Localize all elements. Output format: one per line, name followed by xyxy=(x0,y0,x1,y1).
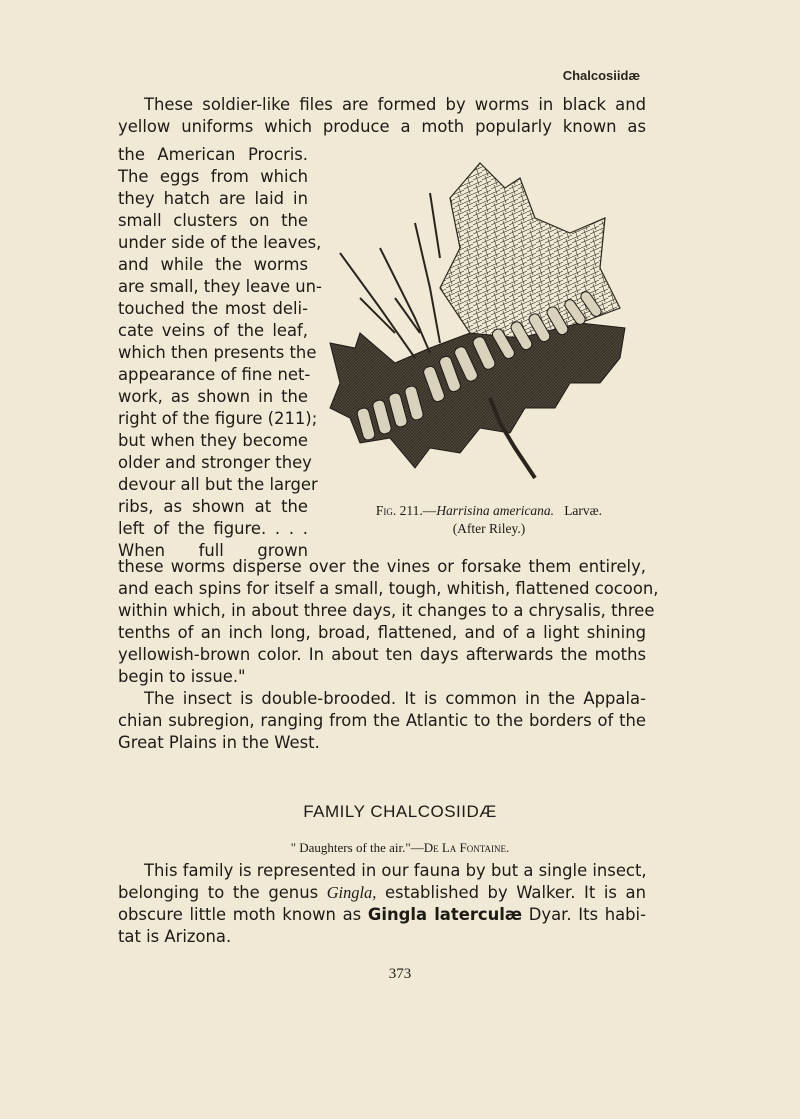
text-line: they hatch are laid in xyxy=(118,189,308,208)
epigraph-author: De La Fontaine. xyxy=(423,840,510,855)
text-line: These soldier-like files are formed by worms in black and xyxy=(144,95,646,114)
text-line: yellow uniforms which produce a moth popularly known as xyxy=(118,117,646,136)
caption-credit: (After Riley.) xyxy=(452,521,526,536)
text-line: work, as shown in the xyxy=(118,387,308,406)
text-line: the American Procris. xyxy=(118,145,308,164)
bare-ribs xyxy=(340,193,440,358)
intro-paragraph xyxy=(118,94,646,138)
epigraph xyxy=(0,840,800,856)
text-line: touched the most deli- xyxy=(118,299,308,318)
text-line xyxy=(118,904,646,926)
text-run: established by Walker. It is an xyxy=(376,883,646,902)
text-line: are small, they leave un- xyxy=(118,277,322,296)
distribution-paragraph xyxy=(118,688,646,754)
text-line: yellowish-brown color. In about ten days afterwards the moths xyxy=(118,645,646,664)
epigraph-quote: " Daughters of the air."— xyxy=(290,840,424,855)
running-head: Chalcosiidæ xyxy=(562,68,640,83)
text-line: but when they become xyxy=(118,431,308,450)
text-line: older and stronger they xyxy=(118,453,312,472)
text-line: devour all but the larger xyxy=(118,475,318,494)
text-line: The insect is double-brooded. It is common in the Appala- xyxy=(144,689,646,708)
text-line: small clusters on the xyxy=(118,211,308,230)
figure-caption xyxy=(344,502,634,538)
text-run: obscure little moth known as xyxy=(118,905,368,924)
text-line: ribs, as shown at the xyxy=(118,497,308,516)
text-line: under side of the leaves, xyxy=(118,233,322,252)
text-line: and while the worms xyxy=(118,255,308,274)
text-line xyxy=(118,882,646,904)
text-line: and each spins for itself a small, tough, whitish, flattened cocoon, xyxy=(118,579,659,598)
section-heading: FAMILY CHALCOSIIDÆ xyxy=(303,802,497,821)
text-line: Great Plains in the West. xyxy=(118,733,320,752)
family-paragraph xyxy=(118,860,646,948)
grape-leaf-with-larvae-illustration xyxy=(320,158,645,488)
caption-species: Harrisina americana. xyxy=(436,503,555,518)
text-line: right of the figure (211); xyxy=(118,409,318,428)
text-line: tat is Arizona. xyxy=(118,927,232,946)
species-name: Gingla laterculæ xyxy=(367,905,523,924)
text-run: Dyar. Its habi- xyxy=(522,905,647,924)
text-line: tenths of an inch long, broad, flattened, and of a light shining xyxy=(118,623,646,642)
text-run: belonging to the genus xyxy=(118,883,327,902)
genus-name: Gingla, xyxy=(326,883,377,902)
caption-line xyxy=(344,502,634,520)
caption-suffix: Larvæ. xyxy=(564,503,603,518)
text-line: This family is represented in our fauna by but a single insect, xyxy=(144,861,647,880)
text-line: within which, in about three days, it changes to a chrysalis, three xyxy=(118,601,655,620)
text-line: The eggs from which xyxy=(118,167,308,186)
text-line: these worms disperse over the vines or forsake them entirely, xyxy=(118,557,646,576)
text-line: When full grown xyxy=(118,541,308,560)
text-line: chian subregion, ranging from the Atlantic to the borders of the xyxy=(118,711,646,730)
text-line: cate veins of the leaf, xyxy=(118,321,308,340)
text-line: left of the figure. . . . xyxy=(118,519,308,538)
continuation-paragraph xyxy=(118,556,659,688)
text-line: begin to issue." xyxy=(118,667,246,686)
page-number: 373 xyxy=(388,966,412,982)
text-line: appearance of fine net- xyxy=(118,365,311,384)
caption-figure-number: Fig. 211.— xyxy=(375,503,437,518)
narrow-text-column xyxy=(118,144,322,562)
text-line: which then presents the xyxy=(118,343,317,362)
